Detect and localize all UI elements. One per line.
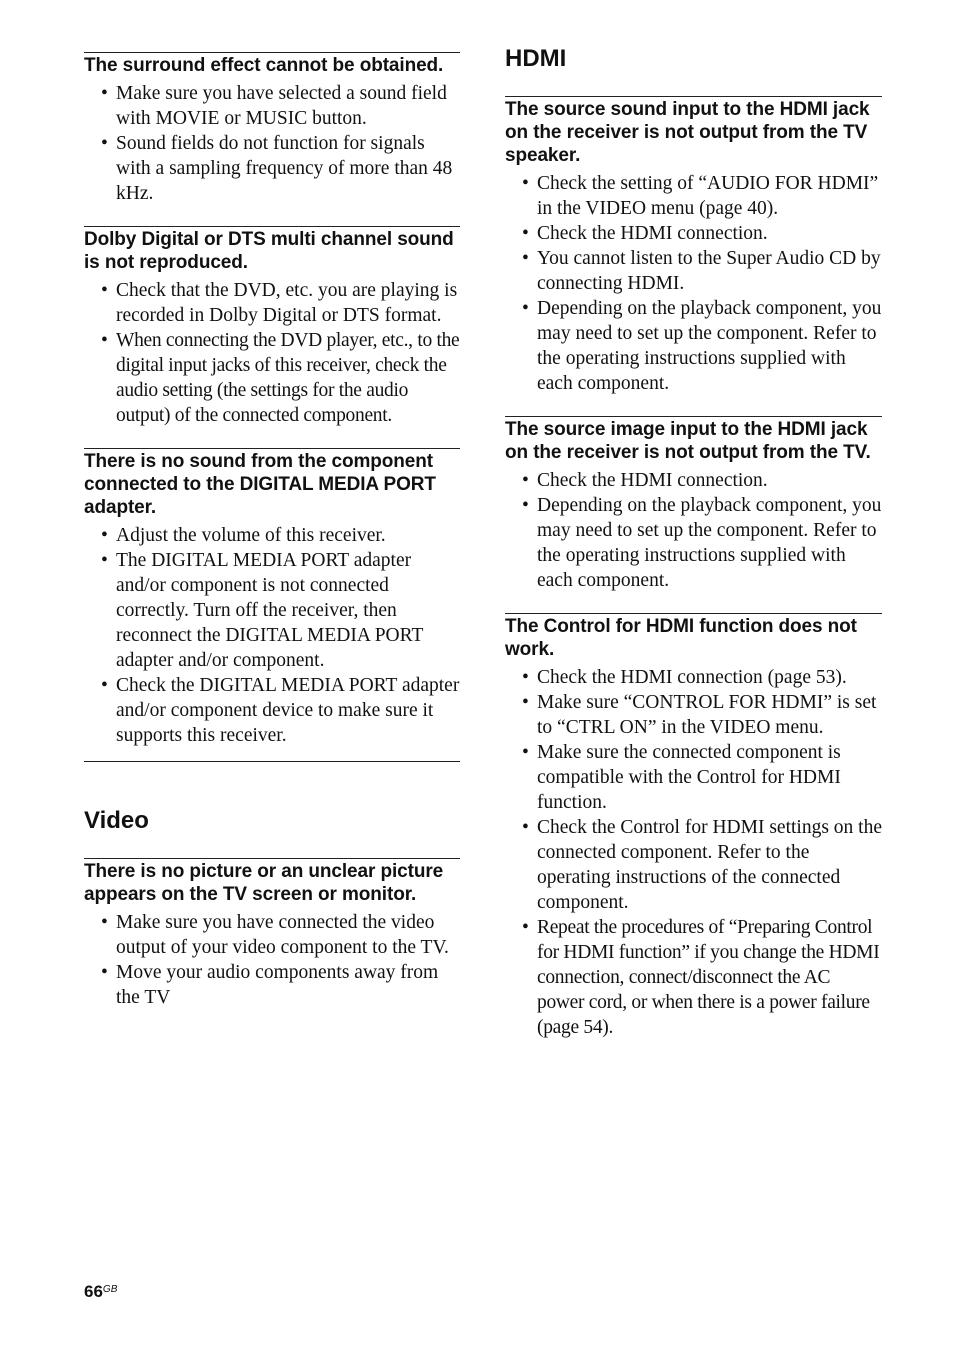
item-list bbox=[84, 910, 460, 1010]
bullet-icon: • bbox=[522, 692, 529, 713]
troubleshoot-block bbox=[505, 96, 882, 396]
bullet-icon: • bbox=[101, 83, 108, 104]
list-item: • The DIGITAL MEDIA PORT adapter and/or component is not connected correctly. Turn off the receiver, then reconnect the DIGITAL MEDIA PORT adapter and/or component. bbox=[101, 550, 424, 671]
list-item: • Check that the DVD, etc. you are playing is recorded in Dolby Digital or DTS format. bbox=[101, 280, 458, 326]
block-title: The source sound input to the HDMI jack on the receiver is not output from the TV speaker. bbox=[505, 99, 870, 166]
bullet-icon: • bbox=[522, 817, 529, 838]
block-title: Dolby Digital or DTS multi channel sound is not reproduced. bbox=[84, 229, 454, 273]
section-heading-hdmi: HDMI bbox=[505, 45, 567, 72]
bullet-icon: • bbox=[101, 330, 108, 351]
right-column bbox=[505, 0, 882, 1040]
list-item: • You cannot listen to the Super Audio CD by connecting HDMI. bbox=[522, 248, 881, 294]
bullet-icon: • bbox=[522, 248, 529, 269]
troubleshoot-block bbox=[84, 52, 460, 206]
list-item: • Depending on the playback component, you may need to set up the component. Refer to the operating instructions supplied with each component. bbox=[522, 298, 882, 394]
list-item: • Check the Control for HDMI settings on the connected component. Refer to the operating instructions of the connected component. bbox=[522, 817, 882, 913]
item-list bbox=[84, 523, 460, 748]
list-item: • Check the DIGITAL MEDIA PORT adapter and/or component device to make sure it supports this receiver. bbox=[101, 675, 460, 746]
page-number bbox=[84, 1282, 117, 1302]
bullet-icon: • bbox=[522, 298, 529, 319]
list-item: • Adjust the volume of this receiver. bbox=[101, 525, 386, 546]
bullet-icon: • bbox=[522, 917, 529, 938]
item-list bbox=[505, 468, 882, 593]
troubleshoot-block bbox=[505, 613, 882, 1040]
bullet-icon: • bbox=[522, 223, 529, 244]
list-item: • Check the setting of “AUDIO FOR HDMI” in the VIDEO menu (page 40). bbox=[522, 173, 879, 219]
bullet-icon: • bbox=[101, 280, 108, 301]
bullet-icon: • bbox=[101, 675, 108, 696]
section-heading-video: Video bbox=[84, 807, 149, 834]
bullet-icon: • bbox=[522, 495, 529, 516]
list-item: • Repeat the procedures of “Preparing Control for HDMI function” if you change the HDMI connection, connect/disconnect the AC power cord, or when there is a power failure (page 54). bbox=[522, 917, 880, 1038]
bullet-icon: • bbox=[101, 962, 108, 983]
section-divider bbox=[84, 761, 460, 762]
bullet-icon: • bbox=[522, 173, 529, 194]
item-list bbox=[505, 171, 882, 396]
troubleshoot-block bbox=[84, 858, 460, 1010]
list-item: • Check the HDMI connection (page 53). bbox=[522, 667, 847, 688]
page-number-suffix: GB bbox=[102, 1284, 118, 1295]
block-title: There is no sound from the component connected to the DIGITAL MEDIA PORT adapter. bbox=[84, 451, 436, 518]
bullet-icon: • bbox=[101, 550, 108, 571]
list-item: • Make sure “CONTROL FOR HDMI” is set to “CTRL ON” in the VIDEO menu. bbox=[522, 692, 877, 738]
block-title: The Control for HDMI function does not work. bbox=[505, 616, 857, 660]
list-item: • Check the HDMI connection. bbox=[522, 470, 768, 491]
item-list bbox=[84, 81, 460, 206]
page-number-value: 66 bbox=[84, 1282, 103, 1301]
list-item: • Make sure you have connected the video output of your video component to the TV. bbox=[101, 912, 449, 958]
list-item: • When connecting the DVD player, etc., to the digital input jacks of this receiver, check the audio setting (the settings for the audio output) of the connected component. bbox=[101, 330, 460, 426]
troubleshoot-block bbox=[505, 416, 882, 593]
block-title: The source image input to the HDMI jack on the receiver is not output from the TV. bbox=[505, 419, 871, 463]
list-item: • Move your audio components away from the TV bbox=[101, 962, 439, 1008]
bullet-icon: • bbox=[101, 525, 108, 546]
item-list bbox=[505, 665, 882, 1040]
list-item: • Make sure the connected component is compatible with the Control for HDMI function. bbox=[522, 742, 841, 813]
bullet-icon: • bbox=[101, 912, 108, 933]
list-item: • Sound fields do not function for signals with a sampling frequency of more than 48 kHz. bbox=[101, 133, 453, 204]
item-list bbox=[84, 278, 460, 428]
list-item: • Check the HDMI connection. bbox=[522, 223, 768, 244]
list-item: • Depending on the playback component, you may need to set up the component. Refer to the operating instructions supplied with each component. bbox=[522, 495, 882, 591]
bullet-icon: • bbox=[522, 667, 529, 688]
troubleshoot-block bbox=[84, 226, 460, 428]
troubleshoot-block bbox=[84, 448, 460, 748]
block-title: The surround effect cannot be obtained. bbox=[84, 55, 444, 76]
block-title: There is no picture or an unclear picture appears on the TV screen or monitor. bbox=[84, 861, 444, 905]
bullet-icon: • bbox=[101, 133, 108, 154]
bullet-icon: • bbox=[522, 470, 529, 491]
bullet-icon: • bbox=[522, 742, 529, 763]
left-column bbox=[84, 0, 460, 1010]
list-item: • Make sure you have selected a sound field with MOVIE or MUSIC button. bbox=[101, 83, 447, 129]
